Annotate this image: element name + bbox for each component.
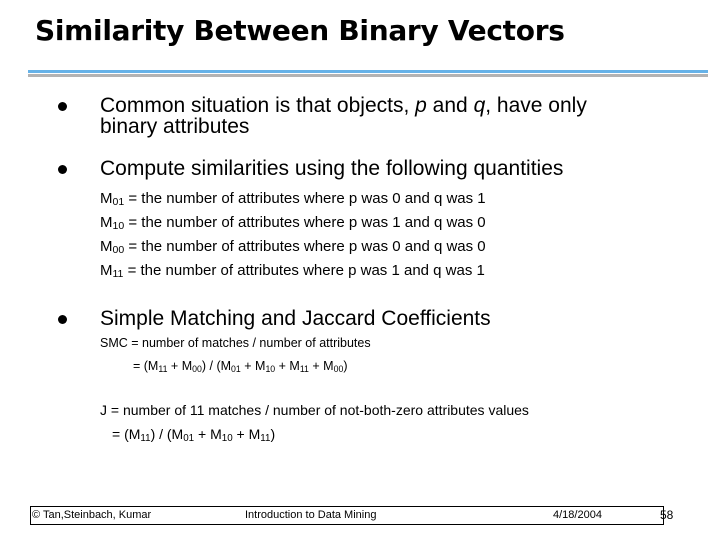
formula-part: + M bbox=[167, 359, 193, 373]
footer-author: © Tan,Steinbach, Kumar bbox=[32, 509, 152, 521]
quantity-definition: = the number of attributes where p was 1 and q was 0 bbox=[128, 214, 486, 231]
formula-part: ) / (M bbox=[201, 359, 232, 373]
formula-part: + M bbox=[240, 359, 266, 373]
quantity-definition: = the number of attributes where p was 0 and q was 1 bbox=[128, 190, 486, 207]
quantity-name: M bbox=[100, 262, 113, 279]
formula-subscript: 10 bbox=[221, 433, 233, 444]
quantity-name: M bbox=[100, 214, 113, 231]
formula-subscript: 10 bbox=[265, 364, 276, 374]
formula-part: = (M bbox=[133, 359, 159, 373]
formula-subscript: 11 bbox=[140, 433, 151, 444]
bullet-text-compute-similarities: Compute similarities using the following quantities bbox=[100, 157, 564, 180]
formula-subscript: 00 bbox=[333, 364, 344, 374]
quantity-subscript: 10 bbox=[112, 220, 125, 232]
formula-part: + M bbox=[232, 426, 261, 442]
footer-course: Introduction to Data Mining bbox=[245, 509, 377, 521]
bullet-dot bbox=[58, 102, 67, 111]
bullet-text-binary-attributes bbox=[100, 95, 587, 137]
quantity-name: M bbox=[100, 238, 113, 255]
quantity-row-m10 bbox=[100, 214, 486, 231]
bullet-text-coefficients: Simple Matching and Jaccard Coefficients bbox=[100, 307, 491, 330]
quantity-subscript: 11 bbox=[112, 268, 124, 280]
formula-subscript: 01 bbox=[183, 433, 195, 444]
title-rule-blue bbox=[28, 70, 708, 73]
jaccard-formula bbox=[112, 426, 275, 442]
formula-part: ) / (M bbox=[150, 426, 184, 442]
bullet-dot bbox=[58, 315, 67, 324]
quantity-row-m00 bbox=[100, 238, 486, 255]
quantity-subscript: 01 bbox=[112, 196, 125, 208]
formula-subscript: 11 bbox=[158, 364, 168, 374]
variable-q: q bbox=[473, 94, 486, 117]
formula-part: + M bbox=[194, 426, 222, 442]
title-rule-gray bbox=[28, 74, 708, 77]
formula-subscript: 11 bbox=[299, 364, 309, 374]
smc-definition: SMC = number of matches / number of attributes bbox=[100, 336, 371, 350]
formula-part: ) bbox=[270, 426, 276, 442]
bullet-text-part: , have only bbox=[485, 94, 587, 117]
formula-subscript: 11 bbox=[260, 433, 271, 444]
quantity-definition: = the number of attributes where p was 0 and q was 0 bbox=[128, 238, 486, 255]
bullet-text-part: and bbox=[426, 94, 474, 117]
variable-p: p bbox=[415, 94, 427, 117]
page-number: 58 bbox=[660, 508, 674, 522]
quantity-subscript: 00 bbox=[112, 244, 125, 256]
quantity-name: M bbox=[100, 190, 113, 207]
slide-title: Similarity Between Binary Vectors bbox=[35, 14, 565, 47]
formula-part: ) bbox=[343, 359, 348, 373]
quantity-definition: = the number of attributes where p was 1 and q was 1 bbox=[127, 262, 485, 279]
quantity-row-m11 bbox=[100, 262, 485, 279]
formula-part: + M bbox=[275, 359, 300, 373]
footer-date: 4/18/2004 bbox=[553, 509, 602, 521]
formula-subscript: 01 bbox=[231, 364, 241, 374]
formula-part: + M bbox=[308, 359, 334, 373]
bullet-text-part: Common situation is that objects, bbox=[100, 94, 416, 117]
smc-formula bbox=[133, 359, 348, 373]
formula-subscript: 00 bbox=[192, 364, 202, 374]
formula-part: = (M bbox=[112, 426, 141, 442]
jaccard-definition: J = number of 11 matches / number of not-both-zero attributes values bbox=[100, 402, 529, 418]
bullet-text-part: binary attributes bbox=[100, 115, 250, 138]
quantity-row-m01 bbox=[100, 190, 486, 207]
bullet-dot bbox=[58, 165, 67, 174]
